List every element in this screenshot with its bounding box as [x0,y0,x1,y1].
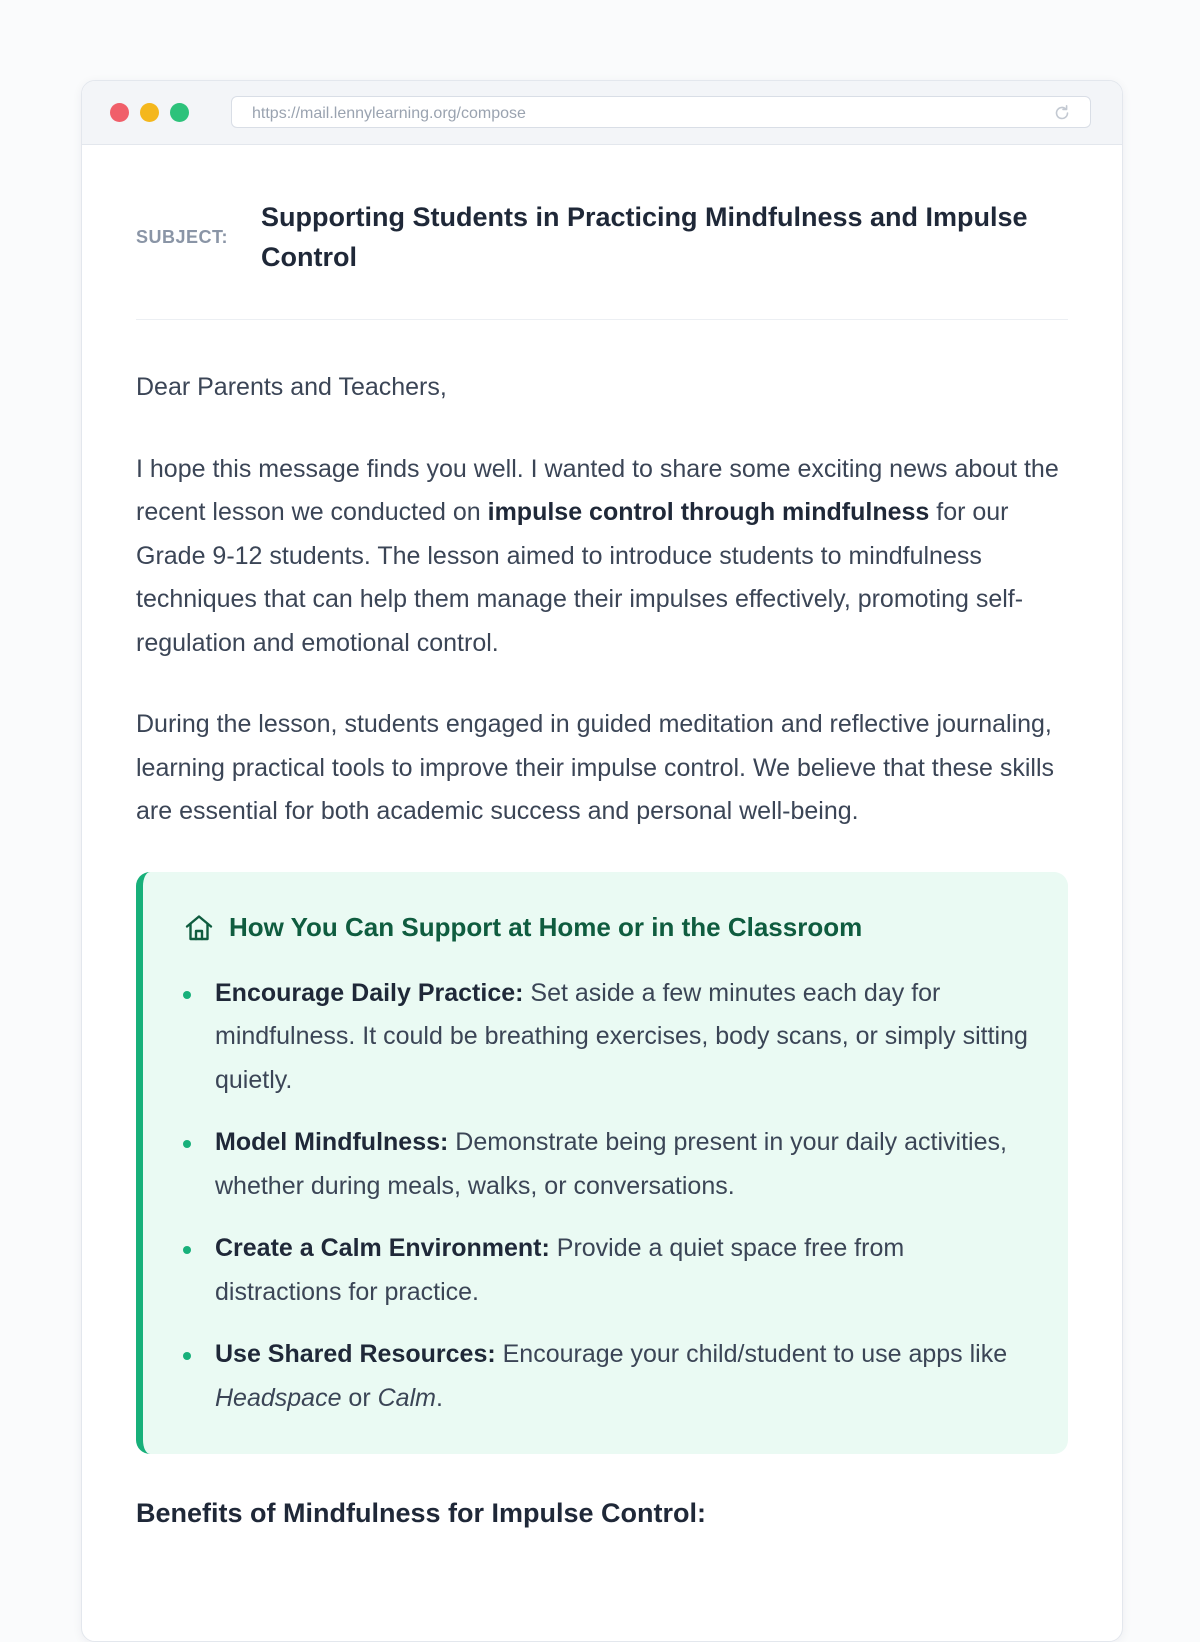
benefits-heading: Benefits of Mindfulness for Impulse Control: [136,1498,707,1528]
list-item [183,1333,1030,1420]
app-name-headspace: Headspace [215,1383,342,1412]
list-item [183,1121,1030,1208]
support-heading-text: How You Can Support at Home or in the Classroom [229,912,863,942]
tip-text: Demonstrate being present in your daily activities, whether during meals, walks, or conversations. [215,1128,1007,1200]
app-name-calm: Calm [377,1383,436,1412]
tip-text: Set aside a few minutes each day for mindfulness. It could be breathing exercises, body scans, or simply sitting quietly. [215,978,1028,1094]
tip-title: Model Mindfulness: [215,1128,449,1156]
paragraph-text: for our Grade 9-12 students. The lesson aimed to introduce students to mindfulness techniques that can help them manage their impulses effectively, promoting self-regulation and emotional control. [136,498,1024,657]
tip-text: or [341,1383,378,1412]
bullet-icon [183,991,191,999]
tip-text: Provide a quiet space free from distractions for practice. [215,1234,905,1306]
url-text: https://mail.lennylearning.org/compose [252,105,526,122]
browser-toolbar [82,81,1122,145]
tip-title: Encourage Daily Practice: [215,978,524,1007]
paragraph-emphasis: impulse control through mindfulness [487,498,930,526]
bullet-icon [183,1140,191,1148]
tip-text: Encourage your child/student to use apps like [495,1340,1008,1368]
subject-row [136,145,1068,320]
list-item [183,972,1030,1103]
browser-window [81,80,1123,1642]
tip-text: . [435,1383,443,1412]
reload-icon[interactable] [1052,103,1072,123]
close-window-button[interactable] [110,103,129,122]
email-paragraph-1 [136,448,1068,666]
tip-title: Create a Calm Environment: [215,1234,550,1262]
tips-list [183,972,1030,1421]
address-bar[interactable] [231,96,1091,128]
support-heading [183,912,1030,944]
subject-field[interactable]: Supporting Students in Practicing Mindfulness and Impulse Control [261,202,1028,272]
bullet-icon [183,1246,191,1254]
bullet-icon [183,1352,191,1360]
support-callout [136,872,1068,1455]
tip-title: Use Shared Resources: [215,1340,496,1368]
email-paragraph-2: During the lesson, students engaged in guided meditation and reflective journaling, learning practical tools to improve their impulse control. We believe that these skills are essential for both academic success and personal well-being. [136,710,1055,825]
list-item [183,1227,1030,1314]
minimize-window-button[interactable] [140,103,159,122]
paragraph-text: I hope this message finds you well. I wanted to share some exciting news about the recent lesson we conducted on [136,454,1059,526]
maximize-window-button[interactable] [170,103,189,122]
subject-label: SUBJECT: [136,226,229,247]
email-content [82,145,1122,1529]
home-icon [183,912,215,944]
email-greeting: Dear Parents and Teachers, [136,373,447,401]
